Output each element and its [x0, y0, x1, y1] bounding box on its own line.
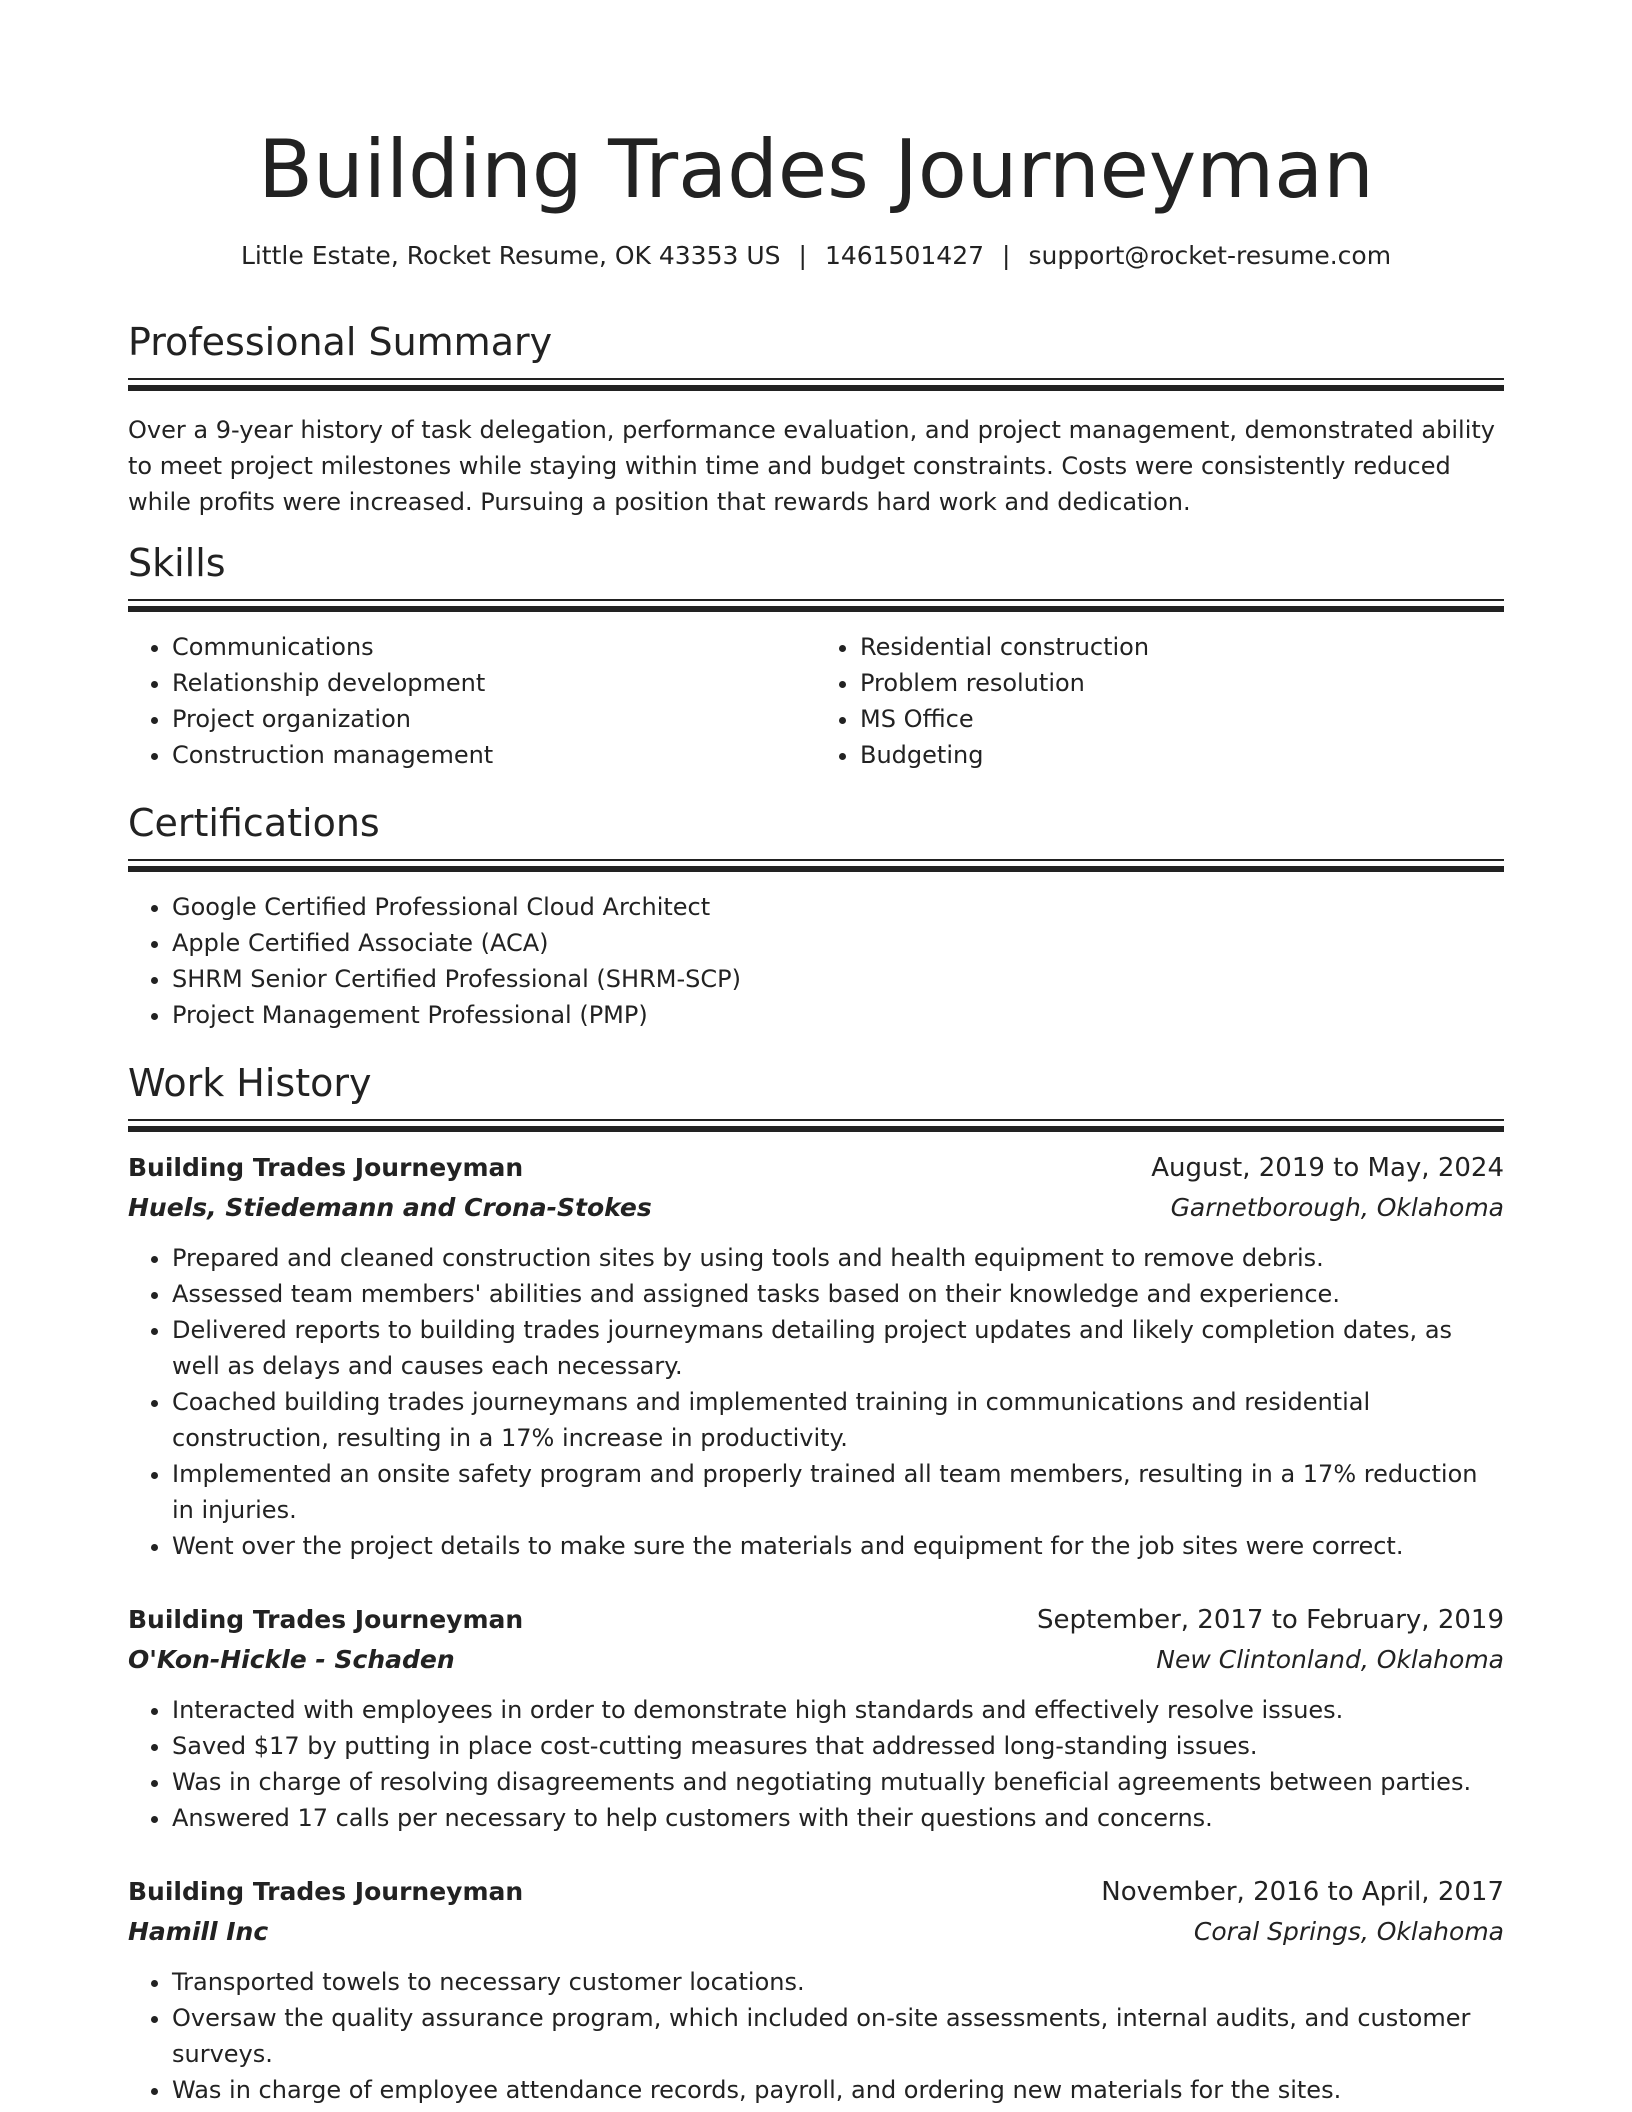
job-company: O'Kon-Hickle - Schaden [128, 1645, 455, 1674]
skills-columns [128, 629, 1504, 773]
certification-item: • Apple Certified Associate (ACA) [172, 925, 1504, 961]
job-bullet: • Prepared and cleaned construction sites by using tools and health equipment to remove debris. [172, 1240, 1504, 1276]
section-divider [128, 1119, 1504, 1133]
summary-text: Over a 9-year history of task delegation, performance evaluation, and project management, demonstrated ability to meet project milestones while staying within time and budget constraints. Costs were consistently reduced while profits were increased. Pursuing a position that rewards hard work and dedication. [128, 416, 1495, 516]
job-bullet: • Was in charge of resolving disagreements and negotiating mutually beneficial agreements between parties. [172, 1764, 1504, 1800]
contact-email: support@rocket-resume.com [1028, 241, 1392, 270]
skill-item: • MS Office [860, 701, 1504, 737]
job-company: Huels, Stiedemann and Crona-Stokes [128, 1193, 652, 1222]
job-bullet: • Went over the project details to make sure the materials and equipment for the job sites were correct. [172, 1528, 1504, 1564]
skill-item: • Project organization [172, 701, 816, 737]
contact-separator: | [1002, 241, 1011, 270]
work-history-section [128, 1059, 1504, 1133]
summary-section [128, 318, 1504, 520]
certification-item: • SHRM Senior Certified Professional (SHRM-SCP) [172, 961, 1504, 997]
job-dates: August, 2019 to May, 2024 [1151, 1153, 1504, 1183]
job-bullets [128, 1964, 1504, 2108]
job-dates: November, 2016 to April, 2017 [1101, 1877, 1504, 1907]
job-bullets [128, 1240, 1504, 1564]
job-subheader [128, 1188, 1504, 1228]
section-divider [128, 378, 1504, 392]
contact-phone: 1461501427 [824, 241, 985, 270]
skills-list-left [128, 629, 816, 773]
skills-heading: Skills [128, 541, 226, 585]
job-header [128, 1872, 1504, 1912]
candidate-name: Building Trades Journeyman [258, 123, 1374, 216]
certification-item: • Google Certified Professional Cloud Architect [172, 889, 1504, 925]
job-bullet: • Assessed team members' abilities and assigned tasks based on their knowledge and experience. [172, 1276, 1504, 1312]
skill-item: • Residential construction [860, 629, 1504, 665]
job-bullet: • Delivered reports to building trades journeymans detailing project updates and likely completion dates, as well as delays and causes each necessary. [172, 1312, 1504, 1384]
section-divider [128, 599, 1504, 613]
job-title: Building Trades Journeyman [128, 1877, 524, 1906]
skills-list-right [816, 629, 1504, 773]
skill-item: • Communications [172, 629, 816, 665]
certifications-list [128, 889, 1504, 1033]
certifications-heading: Certifications [128, 801, 380, 845]
skill-item: • Problem resolution [860, 665, 1504, 701]
job-location: New Clintonland, Oklahoma [1156, 1645, 1504, 1674]
job-entry [128, 1148, 1504, 1564]
skill-item: • Construction management [172, 737, 816, 773]
job-bullet: • Was in charge of employee attendance records, payroll, and ordering new materials for the sites. [172, 2072, 1504, 2108]
certification-item: • Project Management Professional (PMP) [172, 997, 1504, 1033]
job-dates: September, 2017 to February, 2019 [1037, 1605, 1504, 1635]
skills-section [128, 539, 1504, 773]
job-title: Building Trades Journeyman [128, 1153, 524, 1182]
job-entry [128, 1600, 1504, 1836]
contact-separator: | [798, 241, 807, 270]
summary-heading: Professional Summary [128, 320, 553, 364]
section-divider [128, 859, 1504, 873]
job-bullet: • Transported towels to necessary customer locations. [172, 1964, 1504, 2000]
job-bullet: • Interacted with employees in order to demonstrate high standards and effectively resolve issues. [172, 1692, 1504, 1728]
certifications-section [128, 799, 1504, 1033]
job-subheader [128, 1912, 1504, 1952]
job-location: Garnetborough, Oklahoma [1170, 1193, 1504, 1222]
job-entry [128, 1872, 1504, 2108]
job-bullet: • Answered 17 calls per necessary to help customers with their questions and concerns. [172, 1800, 1504, 1836]
job-bullet: • Oversaw the quality assurance program, which included on-site assessments, internal audits, and customer surveys. [172, 2000, 1504, 2072]
job-header [128, 1600, 1504, 1640]
contact-address: Little Estate, Rocket Resume, OK 43353 US [240, 241, 781, 270]
contact-line [128, 238, 1504, 274]
skill-item: • Budgeting [860, 737, 1504, 773]
work-history-heading: Work History [128, 1061, 372, 1105]
job-bullets [128, 1692, 1504, 1836]
job-bullet: • Coached building trades journeymans and implemented training in communications and residential construction, resulting in a 17% increase in productivity. [172, 1384, 1504, 1456]
job-bullet: • Saved $17 by putting in place cost-cutting measures that addressed long-standing issues. [172, 1728, 1504, 1764]
job-header [128, 1148, 1504, 1188]
skill-item: • Relationship development [172, 665, 816, 701]
job-subheader [128, 1640, 1504, 1680]
job-bullet: • Implemented an onsite safety program and properly trained all team members, resulting in a 17% reduction in injuries. [172, 1456, 1504, 1528]
job-location: Coral Springs, Oklahoma [1193, 1917, 1504, 1946]
job-title: Building Trades Journeyman [128, 1605, 524, 1634]
job-company: Hamill Inc [128, 1917, 269, 1946]
